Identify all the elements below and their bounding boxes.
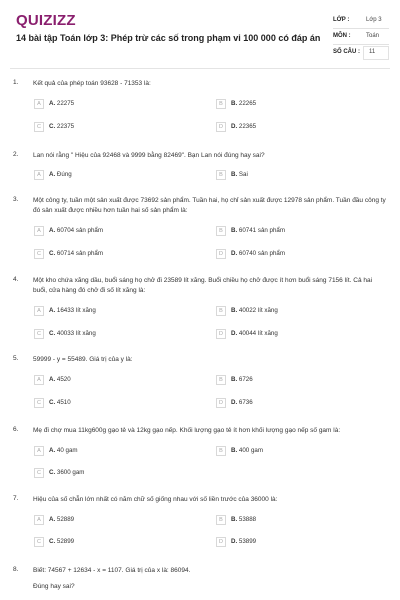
option-text: 60741 sản phẩm bbox=[238, 227, 286, 234]
meta-panel bbox=[333, 14, 389, 62]
option-letter-badge: A bbox=[34, 99, 44, 109]
option-letter: A. bbox=[49, 447, 56, 454]
option-text: 60704 sản phẩm bbox=[56, 227, 104, 234]
option-letter: B. bbox=[231, 307, 238, 314]
option-letter: D. bbox=[231, 399, 238, 406]
meta-value-class: Lớp 3 bbox=[366, 17, 382, 23]
meta-value-count: 11 bbox=[369, 49, 376, 55]
option-letter-badge: D bbox=[216, 249, 226, 259]
option-text: 53888 bbox=[238, 516, 257, 523]
option-letter-badge: D bbox=[216, 537, 226, 547]
option-letter-badge: B bbox=[216, 306, 226, 316]
option-text: 6736 bbox=[238, 399, 253, 406]
quizizz-logo: QUIZIZZ bbox=[16, 12, 76, 29]
option-text: 400 gam bbox=[238, 447, 264, 454]
meta-value-subject: Toán bbox=[366, 33, 380, 39]
option-text: 3600 gam bbox=[56, 469, 85, 476]
option-text: 60740 sản phẩm bbox=[238, 250, 286, 257]
option-letter-badge: A bbox=[34, 446, 44, 456]
option-text: 53899 bbox=[238, 538, 257, 545]
option-letter: A. bbox=[49, 171, 56, 178]
option-letter: B. bbox=[231, 447, 238, 454]
question-1 bbox=[0, 79, 400, 129]
question-text: Lan nói rằng " Hiệu của 92468 và 9999 bằng 82469". Bạn Lan nói đúng hay sai? bbox=[33, 152, 265, 159]
option-letter: D. bbox=[231, 123, 238, 130]
option-letter-badge: B bbox=[216, 446, 226, 456]
option-letter: C. bbox=[49, 123, 56, 130]
question-text: Kết quả của phép toán 93628 - 71353 là: bbox=[33, 80, 151, 87]
question-number: 2. bbox=[13, 151, 19, 158]
question-4 bbox=[0, 276, 400, 338]
question-6 bbox=[0, 426, 400, 478]
option-letter-badge: A bbox=[34, 226, 44, 236]
option-letter: B. bbox=[231, 516, 238, 523]
document-header bbox=[0, 0, 400, 70]
question-number: 6. bbox=[13, 426, 19, 433]
option-letter: B. bbox=[231, 227, 238, 234]
option-letter: C. bbox=[49, 250, 56, 257]
meta-label-subject: MÔN : bbox=[333, 33, 351, 39]
option-letter: B. bbox=[231, 376, 238, 383]
option-letter: D. bbox=[231, 330, 238, 337]
option-letter: C. bbox=[49, 399, 56, 406]
page-title: 14 bài tập Toán lớp 3: Phép trừ các số trong phạm vi 100 000 có đáp án bbox=[16, 33, 321, 43]
question-number: 4. bbox=[13, 276, 19, 283]
question-text: Mẹ đi chợ mua 11kg600g gạo tẻ và 12kg gạo nếp. Khối lượng gạo tẻ ít hơn khối lượng gạo nếp số gam là: bbox=[33, 427, 341, 434]
question-8 bbox=[0, 566, 400, 596]
question-text: Biết: 74567 + 12634 - x = 1107. Giá trị của x là: 86094. bbox=[33, 567, 191, 574]
meta-label-class: LỚP : bbox=[333, 17, 350, 23]
option-letter: A. bbox=[49, 376, 56, 383]
option-letter-badge: B bbox=[216, 375, 226, 385]
option-text: 52889 bbox=[56, 516, 75, 523]
option-letter-badge: A bbox=[34, 306, 44, 316]
option-letter-badge: C bbox=[34, 468, 44, 478]
option-letter-badge: A bbox=[34, 515, 44, 525]
option-text: 4520 bbox=[56, 376, 71, 383]
option-letter: A. bbox=[49, 100, 56, 107]
option-letter: D. bbox=[231, 250, 238, 257]
question-text: Hiệu của số chẵn lớn nhất có năm chữ số giống nhau với số liền trước của 36000 là: bbox=[33, 496, 278, 503]
option-letter-badge: D bbox=[216, 329, 226, 339]
option-letter: A. bbox=[49, 307, 56, 314]
option-letter: A. bbox=[49, 227, 56, 234]
option-letter-badge: A bbox=[34, 170, 44, 180]
meta-divider bbox=[333, 28, 389, 29]
option-text: 22365 bbox=[238, 123, 257, 130]
option-text: 22265 bbox=[238, 100, 257, 107]
option-text: 4510 bbox=[56, 399, 71, 406]
option-letter: B. bbox=[231, 171, 238, 178]
meta-count-box bbox=[363, 46, 389, 60]
option-text: 52899 bbox=[56, 538, 75, 545]
option-letter-badge: C bbox=[34, 122, 44, 132]
option-letter-badge: B bbox=[216, 170, 226, 180]
option-letter-badge: B bbox=[216, 99, 226, 109]
option-letter: C. bbox=[49, 538, 56, 545]
option-letter: B. bbox=[231, 100, 238, 107]
question-text: 59999 - y = 55489. Giá trị của y là: bbox=[33, 356, 133, 363]
option-text: 60714 sản phẩm bbox=[56, 250, 104, 257]
option-letter-badge: B bbox=[216, 515, 226, 525]
option-letter-badge: A bbox=[34, 375, 44, 385]
option-letter: C. bbox=[49, 330, 56, 337]
question-text: Một công ty, tuần một sản xuất được 73692 sản phẩm. Tuần hai, họ chỉ sản xuất được 12978 sản phẩm. Tuần đầu công ty đó sản xuất được nhiều hơn tuần hai số sản phẩm là: bbox=[33, 197, 386, 214]
question-2 bbox=[0, 151, 400, 181]
question-text: Một kho chứa xăng dầu, buổi sáng họ chở đi 23589 lít xăng. Buổi chiều họ chở được ít hơn buổi sáng 7156 lít. Cả hai buổi, cửa hàng đó chở đi số lít xăng là: bbox=[33, 277, 373, 294]
question-number: 1. bbox=[13, 79, 19, 86]
option-text: Sai bbox=[238, 171, 248, 178]
meta-row-count bbox=[333, 46, 389, 62]
option-text: 16433 lít xăng bbox=[56, 307, 96, 314]
option-text: 40033 lít xăng bbox=[56, 330, 96, 337]
option-letter: A. bbox=[49, 516, 56, 523]
question-5 bbox=[0, 355, 400, 407]
question-number: 5. bbox=[13, 355, 19, 362]
option-letter-badge: D bbox=[216, 122, 226, 132]
question-7 bbox=[0, 495, 400, 547]
option-text: 40022 lít xăng bbox=[238, 307, 278, 314]
option-text: 6726 bbox=[238, 376, 253, 383]
option-letter-badge: C bbox=[34, 249, 44, 259]
meta-label-count: SỐ CÂU : bbox=[333, 49, 360, 55]
question-number: 3. bbox=[13, 196, 19, 203]
option-letter-badge: C bbox=[34, 537, 44, 547]
meta-row-class bbox=[333, 14, 389, 30]
header-divider bbox=[10, 68, 390, 69]
option-letter-badge: C bbox=[34, 329, 44, 339]
option-letter-badge: B bbox=[216, 226, 226, 236]
option-text: 22275 bbox=[56, 100, 75, 107]
option-text: 40 gam bbox=[56, 447, 78, 454]
meta-row-subject bbox=[333, 30, 389, 46]
option-letter: C. bbox=[49, 469, 56, 476]
question-number: 8. bbox=[13, 566, 19, 573]
option-letter-badge: D bbox=[216, 398, 226, 408]
question-number: 7. bbox=[13, 495, 19, 502]
option-text: 40044 lít xăng bbox=[238, 330, 278, 337]
option-text: Đúng bbox=[56, 171, 72, 178]
option-text: 22375 bbox=[56, 123, 75, 130]
meta-divider bbox=[333, 44, 389, 45]
option-letter: D. bbox=[231, 538, 238, 545]
question-3 bbox=[0, 196, 400, 258]
question-subtext: Đúng hay sai? bbox=[33, 583, 75, 590]
option-letter-badge: C bbox=[34, 398, 44, 408]
